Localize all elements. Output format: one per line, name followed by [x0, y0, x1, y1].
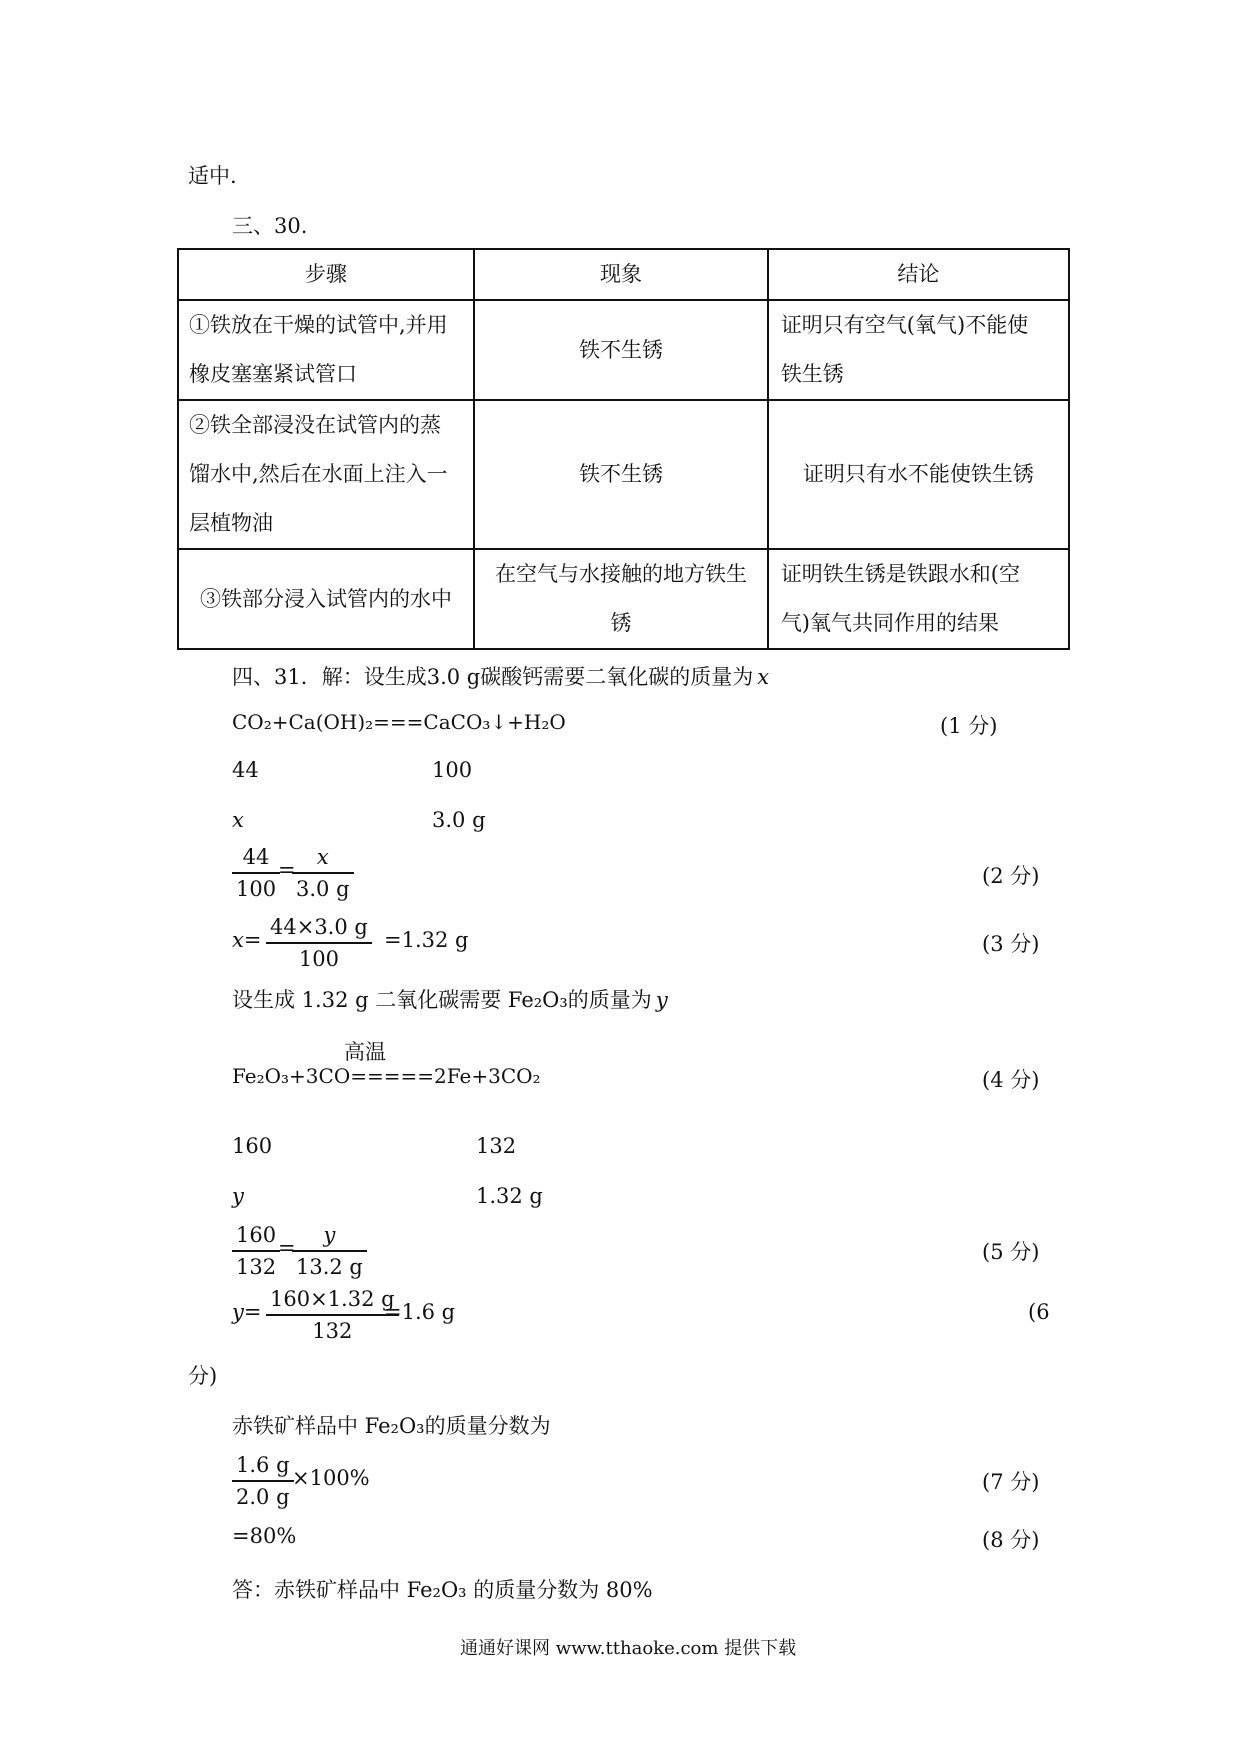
- score-6a: (6: [1028, 1300, 1050, 1324]
- final-answer: 答：赤铁矿样品中 Fe₂O₃ 的质量分数为 80%: [232, 1578, 653, 1602]
- score-3: (3 分): [982, 932, 1040, 956]
- var-x: x: [757, 665, 770, 689]
- q31-intro-3: 赤铁矿样品中 Fe₂O₃的质量分数为: [232, 1414, 551, 1438]
- score-7: (7 分): [982, 1470, 1040, 1494]
- row1-conclusion: 证明只有空气(氧气)不能使 铁生锈: [768, 300, 1069, 400]
- calc-2-fraction: $\frac{160\times 1.32 g}{132}$: [266, 1284, 399, 1346]
- score-2: (2 分): [982, 864, 1040, 888]
- q31-intro: 四、31．解：设生成3.0 g碳酸钙需要二氧化碳的质量为 x: [232, 665, 770, 689]
- calc-2-rhs: =1.6 g: [384, 1300, 456, 1324]
- score-5: (5 分): [982, 1240, 1040, 1264]
- row2-conclusion: 证明只有水不能使铁生锈: [768, 400, 1069, 549]
- mass-right-1: 100: [432, 758, 473, 782]
- score-4: (4 分): [982, 1068, 1040, 1092]
- row2-step: ②铁全部浸没在试管内的蒸 馏水中,然后在水面上注入一 层植物油: [178, 400, 474, 549]
- row3-conclusion: 证明铁生锈是铁跟水和(空 气)氧气共同作用的结果: [768, 549, 1069, 649]
- table-row: [178, 300, 1069, 400]
- section-3-label: 三、30.: [232, 214, 308, 238]
- row1-step: ①铁放在干燥的试管中,并用 橡皮塞塞紧试管口: [178, 300, 474, 400]
- mass-right-3: 132: [476, 1134, 517, 1158]
- q31-intro-2: 设生成 1.32 g 二氧化碳需要 Fe₂O₃的质量为 y: [232, 988, 668, 1012]
- mass-left-4: y: [232, 1184, 244, 1208]
- experiment-table: [177, 248, 1070, 650]
- ratio-1-left: $\frac{44}{100}$: [232, 842, 280, 904]
- var-y: y: [655, 988, 668, 1012]
- table-row: [178, 400, 1069, 549]
- mass-right-4: 1.32 g: [476, 1184, 543, 1208]
- header-conclusion: 结论: [768, 249, 1069, 300]
- top-text: 适中.: [188, 164, 237, 188]
- result: =80%: [232, 1524, 297, 1548]
- equation-2: Fe₂O₃+3CO=====2Fe+3CO₂: [232, 1064, 541, 1088]
- score-8: (8 分): [982, 1528, 1040, 1552]
- ratio-1-right: $\frac{x}{3.0 g}$: [292, 842, 354, 904]
- ratio-2-left: $\frac{160}{132}$: [232, 1220, 280, 1282]
- page-footer: 通通好课网 www.tthaoke.com 提供下载: [460, 1638, 797, 1659]
- percent-multiplier: ×100%: [292, 1466, 370, 1490]
- mass-left-2: x: [232, 808, 244, 832]
- calc-1-lhs: x=: [232, 928, 262, 952]
- calc-1-fraction: $\frac{44\times 3.0 g}{100}$: [266, 912, 372, 974]
- header-phenomenon: 现象: [474, 249, 768, 300]
- calc-1-rhs: =1.32 g: [384, 928, 469, 952]
- mass-left-1: 44: [232, 758, 259, 782]
- mass-left-3: 160: [232, 1134, 273, 1158]
- table-header-row: [178, 249, 1069, 300]
- header-step: 步骤: [178, 249, 474, 300]
- row3-phenomenon: 在空气与水接触的地方铁生 锈: [474, 549, 768, 649]
- percent-fraction: $\frac{1.6 g}{2.0 g}$: [232, 1450, 294, 1512]
- score-1: (1 分): [940, 714, 998, 738]
- ratio-2-right: $\frac{y}{13.2 g}$: [292, 1220, 367, 1282]
- score-6b: 分): [188, 1364, 218, 1388]
- ratio-2-eq: =: [278, 1236, 296, 1260]
- row2-phenomenon: 铁不生锈: [474, 400, 768, 549]
- row1-phenomenon: 铁不生锈: [474, 300, 768, 400]
- row3-step: ③铁部分浸入试管内的水中: [178, 549, 474, 649]
- table-row: [178, 549, 1069, 649]
- equation-1: CO₂+Ca(OH)₂===CaCO₃↓+H₂O: [232, 710, 566, 734]
- ratio-1-eq: =: [278, 858, 296, 882]
- calc-2-lhs: y=: [232, 1300, 262, 1324]
- reaction-condition: 高温: [344, 1040, 386, 1064]
- mass-right-2: 3.0 g: [432, 808, 486, 832]
